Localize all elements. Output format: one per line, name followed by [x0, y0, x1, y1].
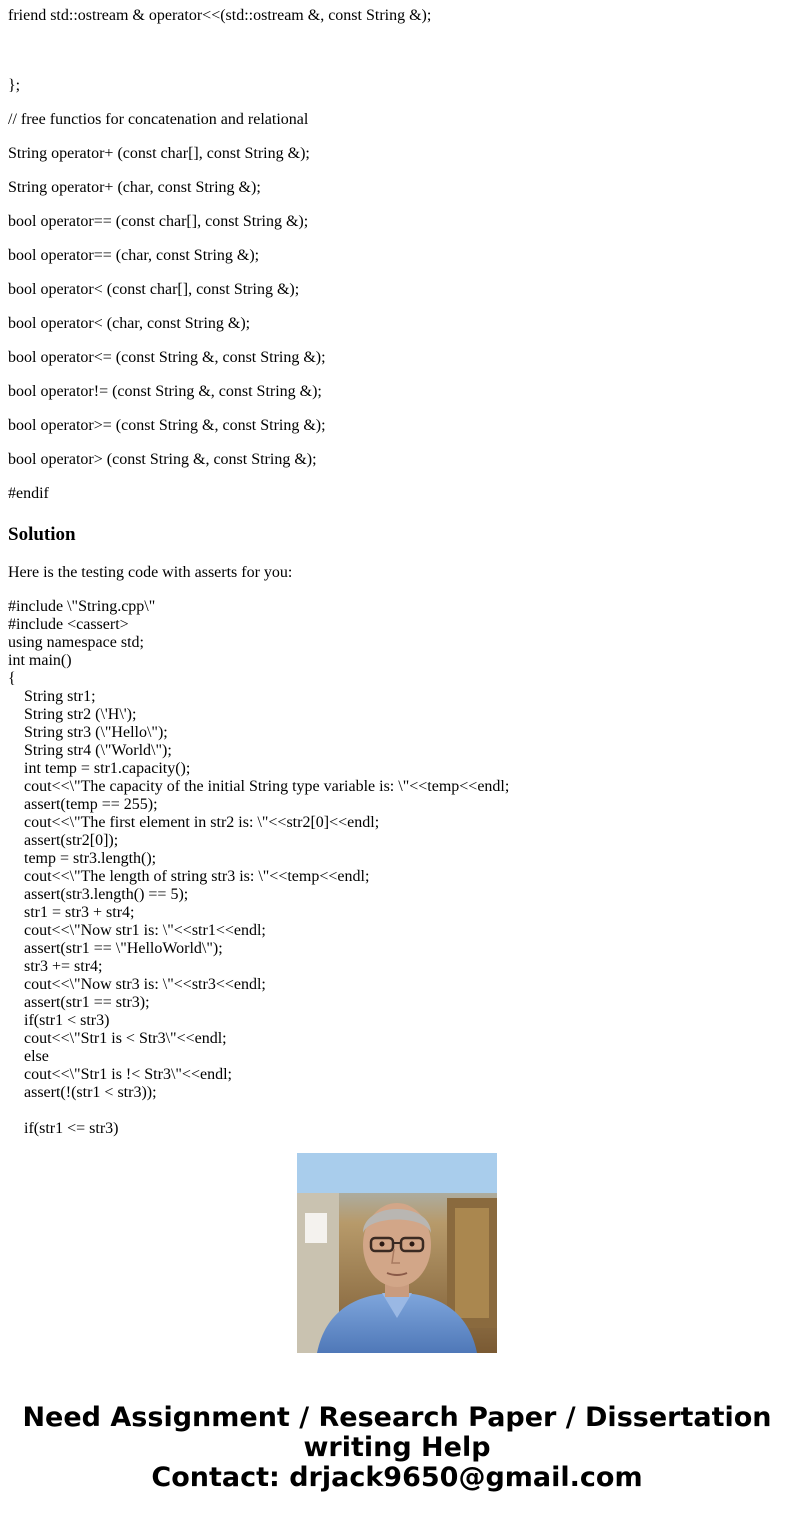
code-line: int temp = str1.capacity();	[24, 760, 191, 777]
code-block	[8, 598, 786, 1137]
code-text-line: String operator+ (char, const String &);	[8, 179, 261, 196]
code-text-line: bool operator< (const char[], const String &);	[8, 281, 300, 298]
code-text-line: // free functios for concatenation and relational	[8, 111, 309, 128]
code-line: assert(str1 == \"HelloWorld\");	[24, 940, 223, 957]
code-line: cout<<\"Str1 is !< Str3\"<<endl;	[24, 1066, 232, 1083]
code-text-line: };	[8, 77, 21, 94]
code-text-line: bool operator!= (const String &, const String &);	[8, 383, 322, 400]
code-line: else	[24, 1048, 49, 1065]
avatar-portrait-image	[297, 1153, 497, 1353]
code-text-line: String operator+ (const char[], const String &);	[8, 145, 310, 162]
code-line: cout<<\"The capacity of the initial String type variable is: \"<<temp<<endl;	[24, 778, 510, 795]
code-line: assert(str1 == str3);	[24, 994, 150, 1011]
code-text-line: bool operator== (char, const String &);	[8, 247, 260, 264]
promo-banner	[0, 1403, 794, 1493]
code-line: str3 += str4;	[24, 958, 103, 975]
author-avatar	[297, 1153, 497, 1353]
code-line: if(str1 <= str3)	[24, 1120, 119, 1137]
code-line: cout<<\"Now str3 is: \"<<str3<<endl;	[24, 976, 266, 993]
promo-contact: Contact: drjack9650@gmail.com	[151, 1462, 643, 1493]
promo-line-2: writing Help	[303, 1432, 491, 1463]
code-line: assert(!(str1 < str3));	[24, 1084, 157, 1101]
code-line: {	[8, 670, 16, 687]
code-line: str1 = str3 + str4;	[24, 904, 135, 921]
code-line: String str2 (\'H\');	[24, 706, 137, 723]
document-body	[8, 0, 786, 1137]
code-text-line: friend std::ostream & operator<<(std::ostream &, const String &);	[8, 7, 432, 24]
intro-text: Here is the testing code with asserts for you:	[8, 564, 293, 581]
code-line: temp = str3.length();	[24, 850, 157, 867]
code-line: assert(str3.length() == 5);	[24, 886, 189, 903]
code-text-line: bool operator== (const char[], const String &);	[8, 213, 309, 230]
code-line: if(str1 < str3)	[24, 1012, 110, 1029]
code-line: String str1;	[24, 688, 96, 705]
code-text-line: bool operator<= (const String &, const String &);	[8, 349, 326, 366]
code-line: using namespace std;	[8, 634, 144, 651]
solution-heading: Solution	[8, 524, 76, 545]
code-line: cout<<\"Str1 is < Str3\"<<endl;	[24, 1030, 227, 1047]
code-line: cout<<\"The first element in str2 is: \"<<str2[0]<<endl;	[24, 814, 380, 831]
promo-line-1: Need Assignment / Research Paper / Dissertation	[22, 1402, 772, 1433]
code-text-line: #endif	[8, 485, 49, 502]
code-line: assert(str2[0]);	[24, 832, 119, 849]
code-line: #include \"String.cpp\"	[8, 598, 156, 615]
code-line: String str3 (\"Hello\");	[24, 724, 168, 741]
code-line: String str4 (\"World\");	[24, 742, 172, 759]
code-line: assert(temp == 255);	[24, 796, 158, 813]
code-line: #include <cassert>	[8, 616, 129, 633]
code-line	[8, 1102, 786, 1120]
code-text-line: bool operator> (const String &, const String &);	[8, 451, 317, 468]
code-text-line: bool operator>= (const String &, const String &);	[8, 417, 326, 434]
code-text-line: bool operator< (char, const String &);	[8, 315, 251, 332]
code-line: int main()	[8, 652, 72, 669]
code-line: cout<<\"Now str1 is: \"<<str1<<endl;	[24, 922, 266, 939]
code-line: cout<<\"The length of string str3 is: \"<<temp<<endl;	[24, 868, 370, 885]
